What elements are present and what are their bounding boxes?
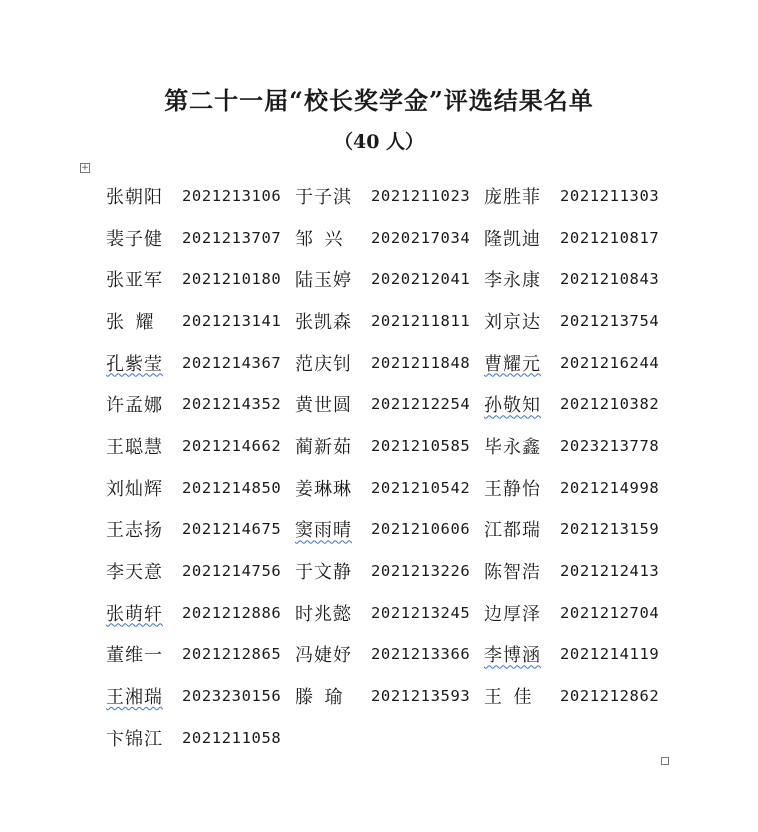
- paragraph-end-icon: [661, 757, 669, 765]
- student-id: 2021210585: [371, 436, 471, 455]
- student-id: 2021210843: [560, 270, 660, 289]
- student-id: 2021213593: [371, 687, 471, 706]
- student-id: 2021213754: [560, 311, 660, 330]
- student-id: 2021212413: [560, 562, 660, 581]
- student-id: 2021214662: [182, 436, 282, 455]
- table-row: [106, 634, 666, 676]
- student-name: 李天意: [106, 562, 163, 584]
- table-row: [106, 675, 666, 717]
- student-name: 蔺新茹: [295, 436, 352, 458]
- table-row: [106, 425, 666, 467]
- table-row: [106, 509, 666, 551]
- student-id: 2021211811: [371, 311, 471, 330]
- student-id: 2021213226: [371, 562, 471, 581]
- student-name: 于文静: [295, 562, 352, 584]
- student-name: 李永康: [484, 270, 541, 292]
- student-id: 2020212041: [371, 270, 471, 289]
- student-id: 2021214850: [182, 478, 282, 497]
- student-name: 范庆钊: [295, 353, 352, 375]
- table-row: [106, 717, 666, 759]
- student-id: 2020217034: [371, 228, 471, 247]
- student-name: 卞锦江: [106, 728, 163, 750]
- student-id: 2021212704: [560, 603, 660, 622]
- student-name: 陆玉婷: [295, 270, 352, 292]
- table-row: [106, 300, 666, 342]
- student-name: 冯婕妤: [295, 645, 352, 667]
- student-id: 2021210606: [371, 520, 471, 539]
- student-name: 黄世圆: [295, 395, 352, 417]
- student-id: 2023230156: [182, 687, 282, 706]
- student-id: 2021212865: [182, 645, 282, 664]
- student-id: 2021210382: [560, 395, 660, 414]
- student-name: 董维一: [106, 645, 163, 667]
- student-name: 王 佳: [484, 687, 532, 709]
- table-row: [106, 175, 666, 217]
- student-id: 2021213707: [182, 228, 282, 247]
- student-name: 王静怡: [484, 478, 541, 500]
- student-id: 2021213159: [560, 520, 660, 539]
- student-name: 王志扬: [106, 520, 163, 542]
- student-name: 王聪慧: [106, 436, 163, 458]
- move-handle-icon[interactable]: +: [81, 163, 89, 173]
- student-id: 2021214119: [560, 645, 660, 664]
- student-id: 2021213245: [371, 603, 471, 622]
- student-name: 张凯森: [295, 311, 352, 333]
- student-name: 曹耀元: [484, 353, 541, 375]
- student-id: 2021211023: [371, 186, 471, 205]
- student-name: 张朝阳: [106, 186, 163, 208]
- student-name: 邹 兴: [295, 228, 343, 250]
- student-id: 2021211848: [371, 353, 471, 372]
- table-row: [106, 342, 666, 384]
- table-row: [106, 217, 666, 259]
- student-name: 张 耀: [106, 311, 154, 333]
- table-row: [106, 467, 666, 509]
- student-id: 2021214352: [182, 395, 282, 414]
- student-name: 陈智浩: [484, 562, 541, 584]
- awardee-table: [106, 175, 666, 759]
- student-id: 2021210180: [182, 270, 282, 289]
- student-id: 2021214756: [182, 562, 282, 581]
- student-name: 滕 瑜: [295, 687, 343, 709]
- student-name: 姜琳琳: [295, 478, 352, 500]
- table-row: [106, 550, 666, 592]
- table-row: [106, 383, 666, 425]
- document-title: 第二十一届“校长奖学金”评选结果名单: [164, 86, 594, 115]
- table-row: [106, 592, 666, 634]
- student-name: 毕永鑫: [484, 436, 541, 458]
- document-subtitle: （40 人）: [333, 131, 425, 153]
- student-name: 于子淇: [295, 186, 352, 208]
- table-row: [106, 258, 666, 300]
- student-name: 李博涵: [484, 645, 541, 667]
- student-name: 许孟娜: [106, 395, 163, 417]
- student-id: 2021216244: [560, 353, 660, 372]
- student-id: 2021212862: [560, 687, 660, 706]
- student-id: 2021210817: [560, 228, 660, 247]
- student-id: 2021214367: [182, 353, 282, 372]
- student-name: 刘京达: [484, 311, 541, 333]
- student-id: 2021212886: [182, 603, 282, 622]
- student-id: 2021212254: [371, 395, 471, 414]
- student-name: 江都瑞: [484, 520, 541, 542]
- student-name: 张萌轩: [106, 603, 163, 625]
- student-name: 刘灿辉: [106, 478, 163, 500]
- student-id: 2021211303: [560, 186, 660, 205]
- student-id: 2021210542: [371, 478, 471, 497]
- student-name: 张亚军: [106, 270, 163, 292]
- student-name: 孙敬知: [484, 395, 541, 417]
- student-name: 边厚泽: [484, 603, 541, 625]
- student-name: 时兆懿: [295, 603, 352, 625]
- student-name: 庞胜菲: [484, 186, 541, 208]
- student-id: 2021211058: [182, 728, 282, 747]
- student-id: 2021213141: [182, 311, 282, 330]
- student-name: 孔紫莹: [106, 353, 163, 375]
- student-id: 2023213778: [560, 436, 660, 455]
- student-name: 隆凯迪: [484, 228, 541, 250]
- student-id: 2021213366: [371, 645, 471, 664]
- student-id: 2021213106: [182, 186, 282, 205]
- student-id: 2021214675: [182, 520, 282, 539]
- student-name: 裴子健: [106, 228, 163, 250]
- student-name: 王湘瑞: [106, 687, 163, 709]
- student-id: 2021214998: [560, 478, 660, 497]
- student-name: 窦雨晴: [295, 520, 352, 542]
